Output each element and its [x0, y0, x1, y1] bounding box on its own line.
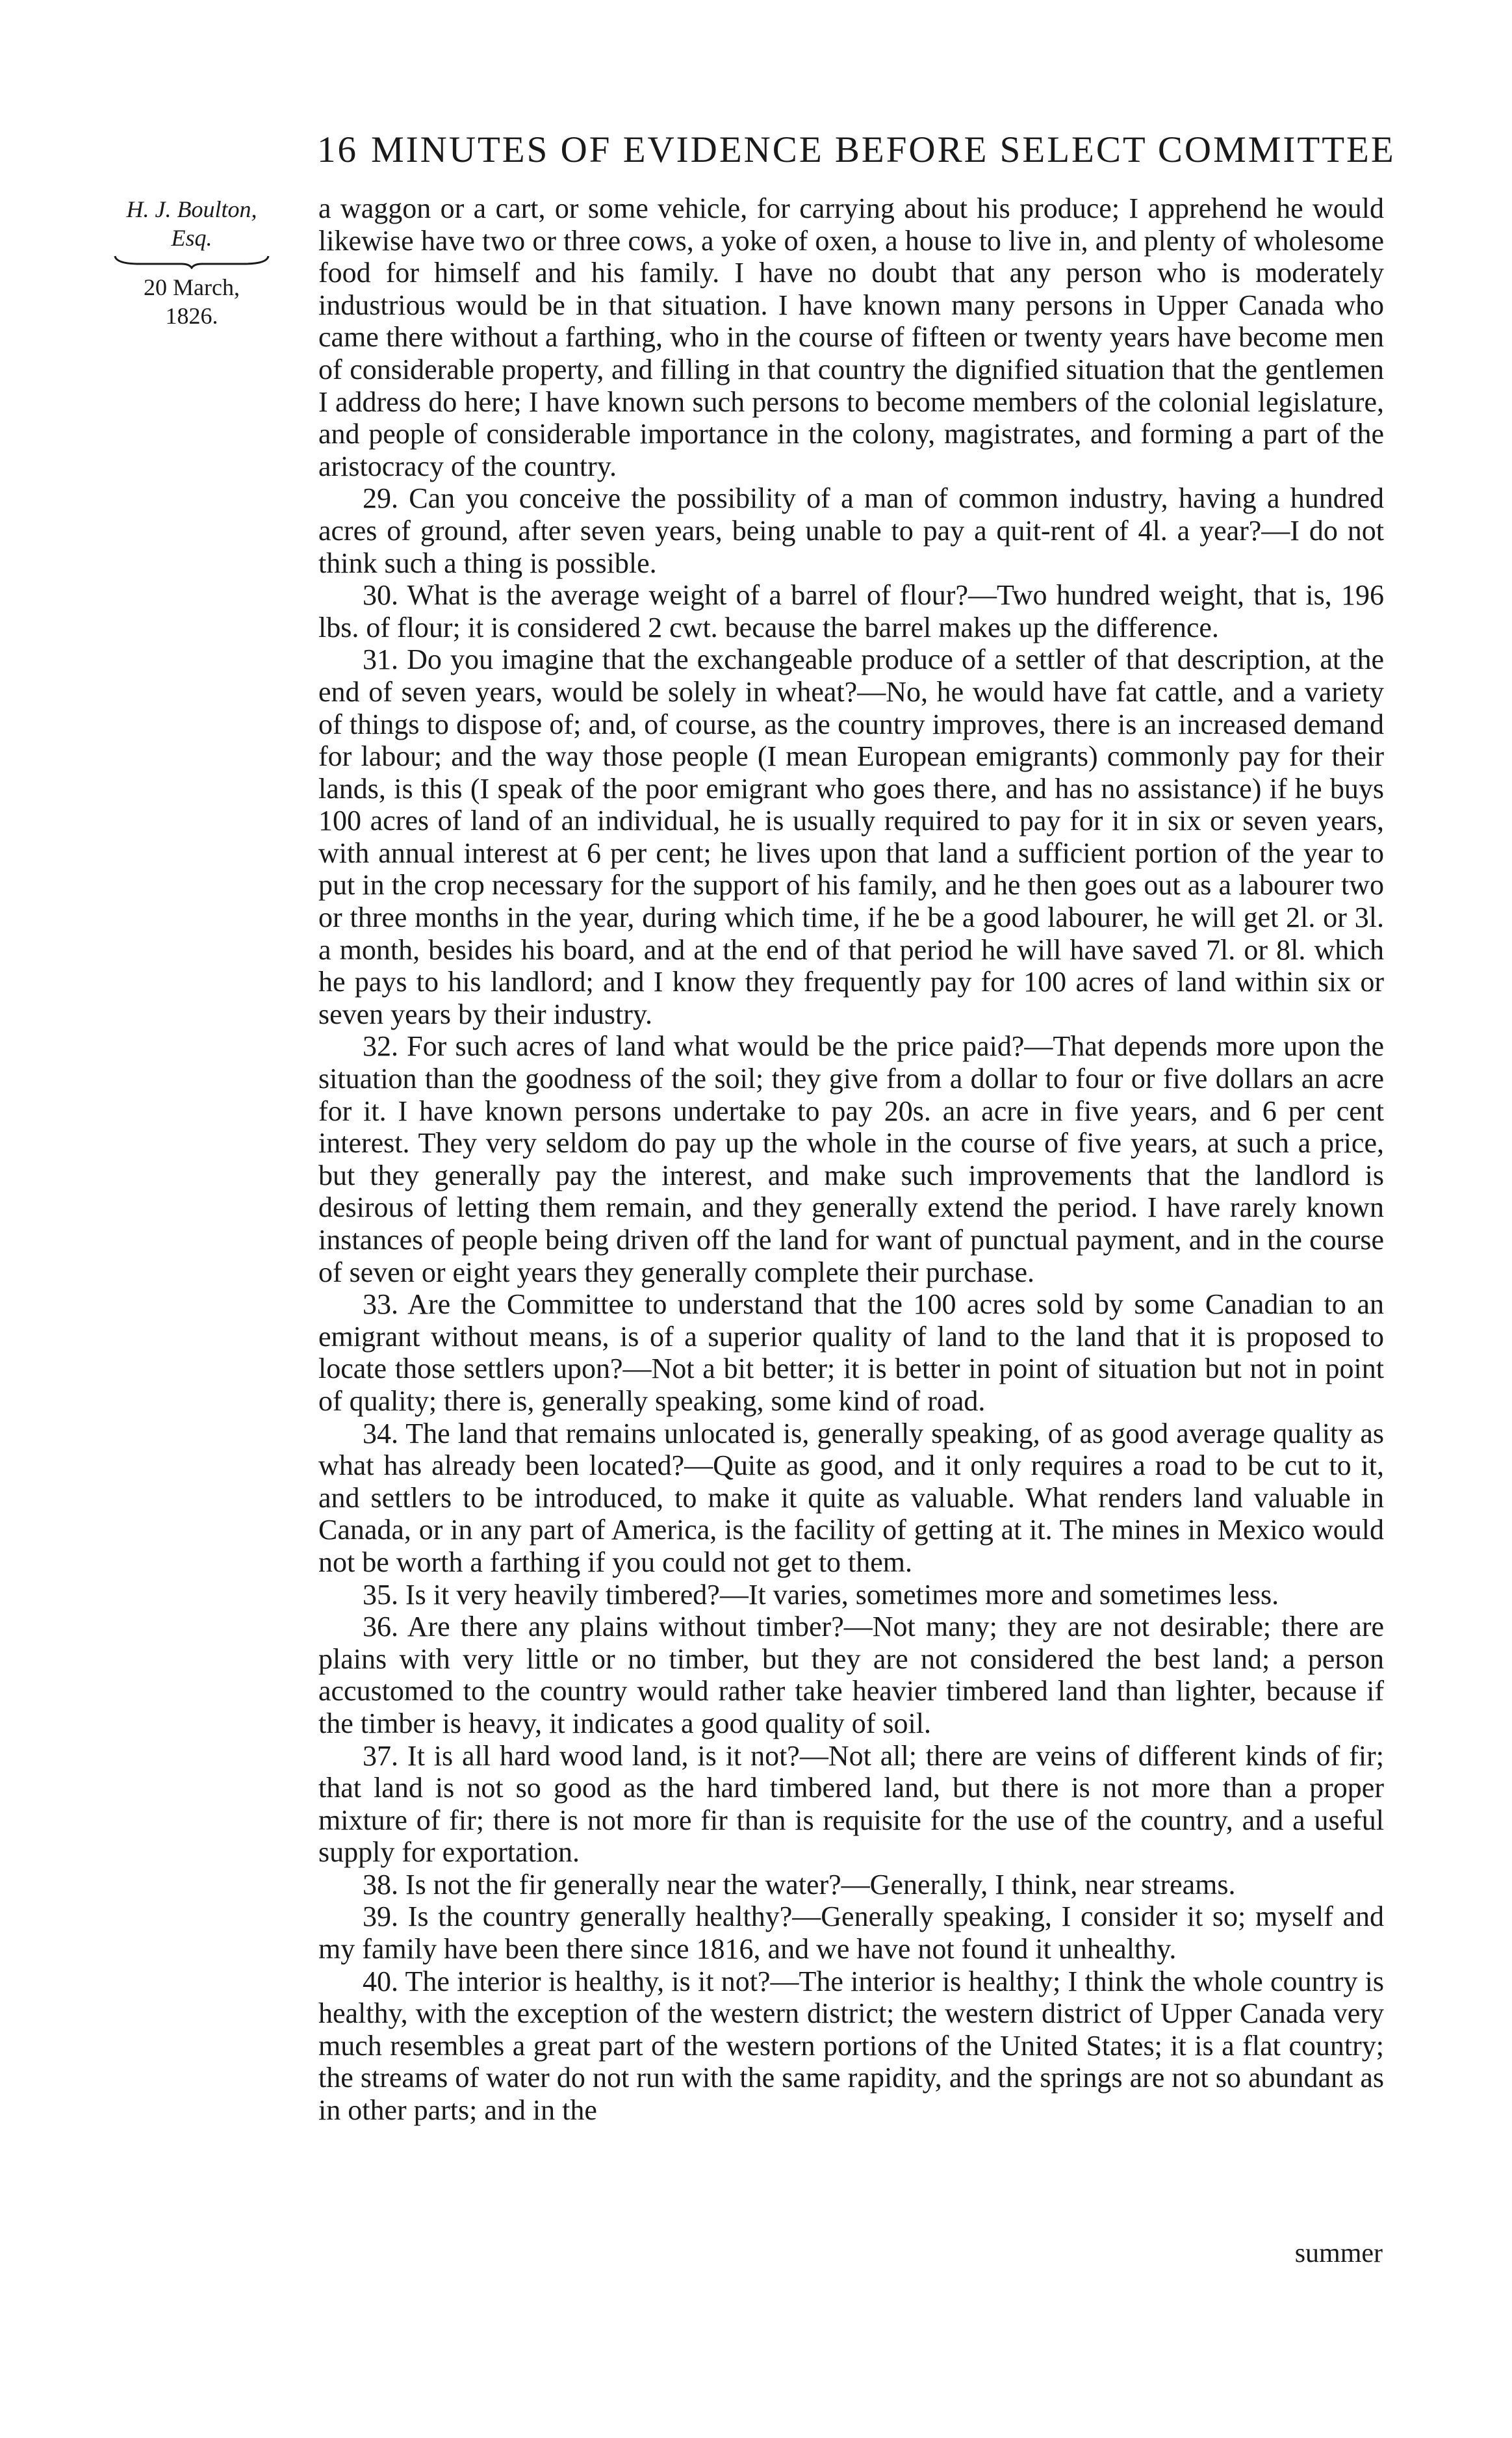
question-33: 33. Are the Committee to understand that the 100 acres sold by some Canadian to an emigrant without means, is of a superior quality of land to the land that it is proposed to locate those settlers upon?—Not a bit better; it is better in point of situation but not in point of quality; there is, generally speaking, some kind of road. [318, 1288, 1384, 1417]
question-38: 38. Is not the fir generally near the water?—Generally, I think, near streams. [363, 1868, 1236, 1900]
question-40: 40. The interior is healthy, is it not?—The interior is healthy; I think the whole country is healthy, with the exception of the western district; the western district of Upper Canada very much resembles a great part of the western portions of the United States; it is a flat country; the streams of water do not run with the same rapidity, and the springs are not so abundant as in other parts; and in the [318, 1965, 1384, 2127]
question-30: 30. What is the average weight of a barrel of flour?—Two hundred weight, that is, 196 lbs. of flour; it is considered 2 cwt. because the barrel makes up the difference. [318, 579, 1384, 643]
page-number: 16 [317, 129, 358, 170]
margin-note [97, 195, 286, 330]
question-34: 34. The land that remains unlocated is, generally speaking, of as good average quality as what has already been located?—Quite as good, and it only requires a road to be cut to it, and settlers to be introduced, to make it quite as valuable. What renders land valuable in Canada, or in any part of America, is the facility of getting at it. The mines in Mexico would not be worth a farthing if you could not get to them. [318, 1417, 1384, 1578]
question-37: 37. It is all hard wood land, is it not?—Not all; there are veins of different kinds of fir; that land is not so good as the hard timbered land, but there is not more than a proper mixture of fir; there is not more fir than is requisite for the use of the country, and a useful supply for exportation. [318, 1739, 1384, 1869]
question-32: 32. For such acres of land what would be the price paid?—That depends more upon the situation than the goodness of the soil; they give from a dollar to four or five dollars an acre for it. I have known persons undertake to pay 20s. an acre in five years, and 6 per cent interest. They very seldom do pay up the whole in the course of five years, at such a price, but they generally pay the interest, and make such improvements that the landlord is desirous of letting them remain, and they generally extend the period. I have rarely known instances of people being driven off the land for want of punctual payment, and in the course of seven or eight years they generally complete their purchase. [318, 1030, 1384, 1288]
body-text [318, 192, 1384, 2127]
page-title: MINUTES OF EVIDENCE BEFORE SELECT COMMITTEE [371, 129, 1396, 170]
running-header [317, 127, 1396, 173]
paragraph-continuation: a waggon or a cart, or some vehicle, for carrying about his produce; I apprehend he would likewise have two or three cows, a yoke of oxen, a house to live in, and plenty of wholesome food for himself and his family. I have no doubt that any person who is moderately industrious would be in that situation. I have known many persons in Upper Canada who came there without a farthing, who in the course of fifteen or twenty years have become men of considerable property, and filling in that country the dignified situation that the gentlemen I address do here; I have known such persons to become members of the colonial legislature, and people of considerable importance in the colony, magistrates, and forming a part of the aristocracy of the country. [318, 192, 1384, 482]
brace-ornament [114, 253, 270, 269]
catchword: summer [1294, 2238, 1383, 2268]
question-36: 36. Are there any plains without timber?—Not many; they are not desirable; there are plains with very little or no timber, but they are not considered the best land; a person accustomed to the country would rather take heavier timbered land than lighter, because if the timber is heavy, it indicates a good quality of soil. [318, 1611, 1384, 1739]
witness-name: H. J. Boulton, [126, 196, 257, 222]
question-31: 31. Do you imagine that the exchangeable produce of a settler of that description, at the end of seven years, would be solely in wheat?—No, he would have fat cattle, and a variety of things to dispose of; and, of course, as the country improves, there is an increased demand for labour; and the way those people (I mean European emigrants) commonly pay for their lands, is this (I speak of the poor emigrant who goes there, and has no assistance) if he buys 100 acres of land of an individual, he is usually required to pay for it in six or seven years, with annual interest at 6 per cent; he lives upon that land a sufficient portion of the year to put in the crop necessary for the support of his family, and he then goes out as a labourer two or three months in the year, during which time, if he be a good labourer, he will get 2l. or 3l. a month, besides his board, and at the end of that period he will have saved 7l. or 8l. which he pays to his landlord; and I know they frequently pay for 100 acres of land within six or seven years by their industry. [318, 643, 1384, 1030]
witness-title: Esq. [171, 225, 212, 251]
question-35: 35. Is it very heavily timbered?—It varies, sometimes more and sometimes less. [363, 1578, 1279, 1611]
evidence-year: 1826. [165, 303, 218, 329]
evidence-date: 20 March, [144, 274, 240, 300]
question-39: 39. Is the country generally healthy?—Generally speaking, I consider it so; myself and my family have been there since 1816, and we have not found it unhealthy. [318, 1900, 1384, 1965]
question-29: 29. Can you conceive the possibility of a man of common industry, having a hundred acres of ground, after seven years, being unable to pay a quit-rent of 4l. a year?—I do not think such a thing is possible. [318, 482, 1384, 579]
